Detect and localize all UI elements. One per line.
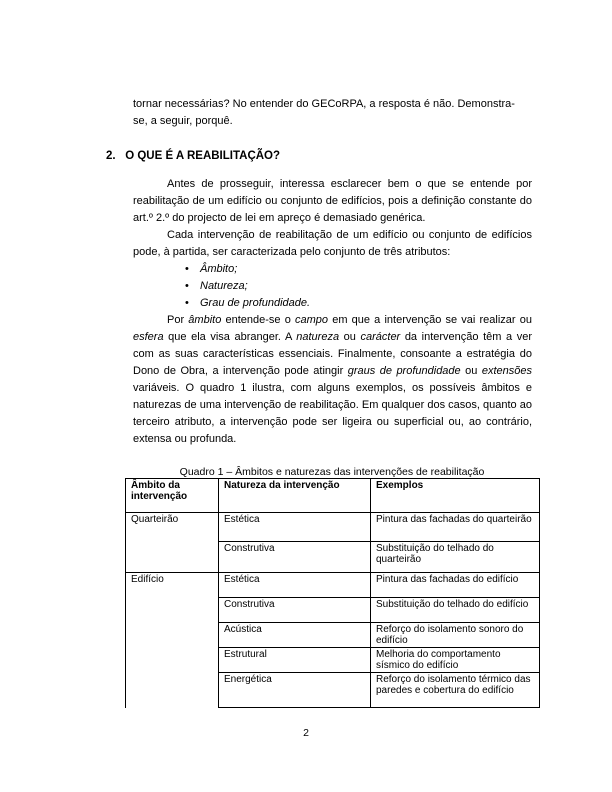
header-examples: Exemplos [371, 479, 540, 513]
attribute-list [186, 261, 310, 312]
term-ambito: âmbito [188, 314, 222, 326]
section-number: 2. [106, 150, 116, 162]
bullet-icon: • [185, 297, 189, 309]
header-scope: Âmbito da intervenção [126, 479, 219, 513]
attribute-item [186, 278, 310, 295]
nature-cell: Estrutural [219, 648, 371, 673]
example-cell: Substituição do telhado do quarteirão [371, 542, 540, 573]
bullet-icon: • [185, 263, 189, 275]
attribute-label: Natureza; [200, 280, 248, 292]
intervention-table [125, 478, 540, 708]
paragraph-explanation: Por âmbito entende-se o campo em que a intervenção se vai realizar ou esfera que ela visa abranger. A natureza ou carácter da intervenção têm a ver com as suas características essenciais. Finalmente, consoante a estratégia do Dono de Obra, a intervenção pode atingir graus de profundidade ou extensões variáveis. O quadro 1 ilustra, com alguns exemplos, os possíveis âmbitos e naturezas de uma intervenção de reabilitação. Em qualquer dos casos, quanto ao terceiro atributo, a intervenção pode ser ligeira ou superficial ou, ao contrário, extensa ou profunda. [133, 314, 532, 445]
example-cell: Reforço do isolamento sonoro do edifício [371, 623, 540, 648]
example-cell: Substituição do telhado do edifício [371, 598, 540, 623]
intro-paragraph [133, 96, 532, 130]
nature-cell: Estética [219, 573, 371, 598]
bullet-icon: • [185, 280, 189, 292]
example-cell: Pintura das fachadas do quarteirão [371, 513, 540, 542]
term-natureza: natureza [296, 331, 340, 343]
attribute-item [186, 295, 310, 312]
nature-cell: Acústica [219, 623, 371, 648]
nature-cell: Estética [219, 513, 371, 542]
example-cell: Pintura das fachadas do edifício [371, 573, 540, 598]
table-row [126, 573, 540, 598]
table-header-row [126, 479, 540, 513]
term-graus: graus de profundidade [347, 365, 461, 377]
term-esfera: esfera [133, 331, 164, 343]
scope-cell: Edifício [126, 573, 219, 708]
nature-cell: Construtiva [219, 542, 371, 573]
nature-cell: Construtiva [219, 598, 371, 623]
attribute-label: Âmbito; [200, 263, 238, 275]
section-heading [106, 150, 280, 162]
paragraph-attributes: Cada intervenção de reabilitação de um edifício ou conjunto de edifícios pode, à partida, ser caracterizada pelo conjunto de três atributos: [133, 229, 532, 258]
attribute-label: Grau de profundidade. [200, 297, 311, 309]
term-campo: campo [295, 314, 329, 326]
example-cell: Melhoria do comportamento sísmico do edifício [371, 648, 540, 673]
page-number: 2 [303, 727, 309, 739]
table-row [126, 513, 540, 542]
term-extensoes: extensões [481, 365, 532, 377]
section-title: O QUE É A REABILITAÇÃO? [125, 150, 281, 162]
example-cell: Reforço do isolamento térmico das paredes e cobertura do edifício [371, 673, 540, 708]
paragraph-definition: Antes de prosseguir, interessa esclarecer bem o que se entende por reabilitação de um edifício ou conjunto de edifícios, pois a definição constante do art.º 2.º do projecto de lei em apreço é demasiado genérica. [133, 178, 532, 224]
intro-line-1: tornar necessárias? No entender do GECoRPA, a resposta é não. Demonstra- [133, 98, 515, 110]
attribute-item [186, 261, 310, 278]
table-caption: Quadro 1 – Âmbitos e naturezas das intervenções de reabilitação [179, 466, 485, 478]
intro-line-2: se, a seguir, porquê. [133, 115, 233, 127]
header-nature: Natureza da intervenção [219, 479, 371, 513]
scope-cell: Quarteirão [126, 513, 219, 573]
nature-cell: Energética [219, 673, 371, 708]
term-caracter: carácter [360, 331, 401, 343]
